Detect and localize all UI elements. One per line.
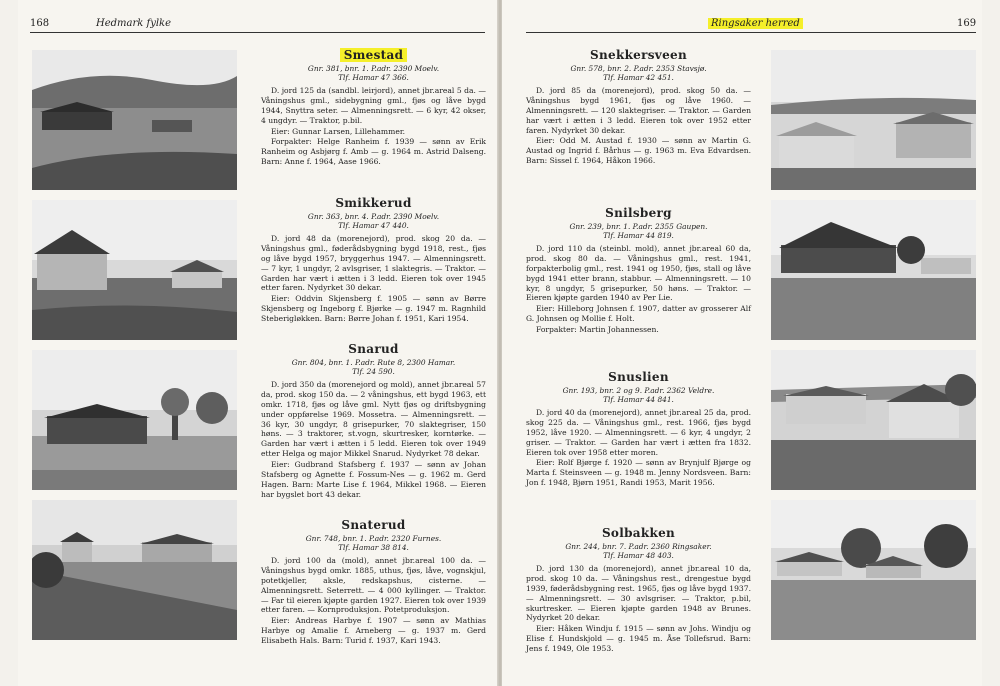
- farm-description: D. jord 40 da (morenejord), annet jbr.areal 25 da, prod. skog 225 da. — Våningshus gml., rest. 1966, fjøs bygd 1952, låve 1920. — Almenningsrett. — 6 kyr, 4 ungdyr, 2 griser. — Traktor. — Garden har vært i ætten fra 1832. Eieren tok over 1958 etter moren.: [526, 408, 751, 457]
- farm-entry: [526, 370, 751, 488]
- farm-owner: Eier: Andreas Harbye f. 1907 — sønn av Mathias Harbye og Amalie f. Arneberg — g. 1937 m. Gerd Elisabeth Hals. Barn: Turid f. 1937, Kari 1943.: [261, 616, 486, 645]
- farm-name: Snuslien: [608, 370, 669, 384]
- farm-tenant: Forpakter: Martin Johannessen.: [536, 324, 659, 334]
- farm-name: Solbakken: [601, 526, 676, 540]
- farm-tenant: Forpakter: Helge Ranheim f. 1939 — sønn av Erik Ranheim og Asbjørg f. Amb — g. 1964 m. Astrid Dalseng. Barn: Anne f. 1964, Aase 1966.: [261, 137, 486, 167]
- farm-entry: [261, 196, 486, 324]
- farm-description: D. jord 130 da (morenejord), annet jbr.areal 10 da, prod. skog 10 da. — Våningshus rest., drengestue bygd 1939, føderådsbygning rest. 1965, fjøs og låve bygd 1937. — Almenningsrett. — 30 avlsgriser. — Traktor, p.bil, skurtresker. — Eieren kjøpte garden 1948 av Brunes. Nydyrket 20 dekar.: [526, 564, 751, 623]
- farm-entry: [261, 48, 486, 167]
- farm-address: Gnr. 239, bnr. 1. P.adr. 2355 Gaupen.: [569, 221, 708, 231]
- farm-description: D. jord 125 da (sandbl. leirjord), annet jbr.areal 5 da. — Våningshus gml., sidebygning gml., fjøs og låve bygd 1944, Snyttra seter. — Almenningsrett. — 6 kyr, 42 okser, 4 ungdyr. — Traktor, p.bil.: [261, 86, 486, 125]
- farm-owner: Eier: Hilleborg Johnsen f. 1907, datter av grosserer Alf G. Johnsen og Mollie f. Holt.: [526, 304, 751, 324]
- farm-phone: Tlf. Hamar 38 814.: [338, 542, 409, 552]
- farm-description: D. jord 48 da (morenejord), prod. skog 20 da. — Våningshus gml., føderådsbygning bygd 1918, rest., fjøs og låve bygd 1957, bryggerhus 1947. — Almenningsrett. — 7 kyr, 1 ungdyr, 2 avlsgriser, 1 slaktegris. — Traktor. — Garden har vært i ætten i 3 ledd. Eieren tok over 1945 etter faren. Nydyrket 30 dekar.: [261, 234, 486, 293]
- header-rule: [526, 32, 976, 33]
- left-running-header: [18, 18, 498, 34]
- farm-photo: [32, 350, 237, 490]
- farm-owner: Eier: Odd M. Austad f. 1930 — sønn av Martin G. Austad og Ingrid f. Bårhus — g. 1963 m. Eva Edvardsen. Barn: Sissel f. 1964, Håkon 1966.: [526, 136, 751, 166]
- farm-photo: [771, 200, 976, 340]
- farm-address: Gnr. 804, bnr. 1. P.adr. Rute 8, 2300 Hamar.: [291, 357, 456, 367]
- farm-description: D. jord 85 da (morenejord), prod. skog 50 da. — Våningshus bygd 1961, fjøs og låve 1960. — Almenningsrett. — 120 slaktegriser. — Traktor. — Garden har vært i ætten i 3 ledd. Eieren tok over 1952 etter faren. Nydyrket 30 dekar.: [526, 86, 751, 135]
- page-number: 169: [957, 18, 977, 29]
- farm-photo: [771, 500, 976, 640]
- farm-phone: Tlf. Hamar 44 819.: [603, 230, 674, 240]
- farm-entry: [526, 206, 751, 335]
- running-title: Ringsaker herred: [708, 18, 803, 29]
- farm-phone: Tlf. Hamar 47 440.: [338, 220, 409, 230]
- farm-address: Gnr. 578, bnr. 2. P.adr. 2353 Stavsjø.: [570, 63, 707, 73]
- farm-entry: [526, 48, 751, 166]
- farm-photo: [32, 200, 237, 340]
- right-page: [502, 0, 982, 686]
- farm-address: Gnr. 244, bnr. 7. P.adr. 2360 Ringsaker.: [565, 541, 712, 551]
- running-title: Hedmark fylke: [96, 18, 172, 29]
- farm-name: Snaterud: [341, 518, 406, 532]
- header-rule: [30, 32, 485, 33]
- farm-owner: Eier: Gudbrand Stafsberg f. 1937 — sønn av Johan Stafsberg og Agnette f. Fossum-Nes — g. 1962 m. Gerd Hagen. Barn: Marte Lise f. 1964, Mikkel 1968. — Eieren har bygslet bort 43 dekar.: [261, 459, 486, 499]
- farm-photo: [32, 50, 237, 190]
- farm-name: Snarud: [348, 342, 399, 356]
- farm-description: D. jord 350 da (morenejord og mold), annet jbr.areal 57 da, prod. skog 150 da. — 2 våningshus, ett bygd 1963, ett omkr. 1718, fjøs og låve gml. Nytt fjøs og driftsbygning under oppførelse 1969. Mossetra. — Almenningsrett. — 36 kyr, 30 ungdyr, 8 grisepurker, 70 slaktegriser, 150 høns. — 3 traktorer, st.vogn, skurtresker, korntørke. — Garden har vært i ætten i 5 ledd. Eieren tok over 1949 etter Helga og major Mikkel Snarud. Nydyrket 78 dekar.: [261, 380, 486, 459]
- farm-description: D. jord 110 da (steinbl. mold), annet jbr.areal 60 da, prod. skog 80 da. — Våningshus gml., rest. 1941, forpakterbolig gml., rest. 1941 og 1950, fjøs, stall og låve bygd 1941 etter brann, stabbur. — Almenningsrett. — 10 kyr, 8 ungdyr, 5 grisepurker, 50 høns. — Traktor. — Eieren kjøpte garden 1940 av Per Lie.: [526, 244, 751, 303]
- farm-phone: Tlf. 24 590.: [352, 366, 395, 376]
- farm-phone: Tlf. Hamar 48 403.: [603, 550, 674, 560]
- farm-address: Gnr. 381, bnr. 1. P.adr. 2390 Moelv.: [307, 63, 440, 73]
- farm-name: Snilsberg: [605, 206, 672, 220]
- farm-description: D. jord 100 da (mold), annet jbr.areal 100 da. — Våningshus bygd omkr. 1885, uthus, fjøs, låve, vognskjul, potetkjeller, aksle, redskapshus, cisterne. — Almenningsrett. Seterrett. — 4 000 kyllinger. — Traktor. — Far til eieren kjøpte garden 1927. Eieren tok over 1939 etter faren. — Kornproduksjon. Potetproduksjon.: [261, 556, 486, 615]
- right-running-header: [502, 18, 982, 34]
- farm-owner: Eier: Gunnar Larsen, Lillehammer.: [271, 126, 406, 136]
- farm-entry: [526, 526, 751, 654]
- farm-entry: [261, 518, 486, 646]
- farm-phone: Tlf. Hamar 42 451.: [603, 72, 674, 82]
- farm-owner: Eier: Håken Windju f. 1915 — sønn av Johs. Windju og Elise f. Hundskjold — g. 1945 m. Åse Tollefsrud. Barn: Jens f. 1949, Ole 1953.: [526, 624, 751, 653]
- farm-owner: Eier: Oddvin Skjensberg f. 1905 — sønn av Børre Skjensberg og Ingeborg f. Bjørke — g. 1947 m. Ragnhild Steberigløkken. Barn: Børre Johan f. 1951, Kari 1954.: [261, 294, 486, 323]
- farm-address: Gnr. 193, bnr. 2 og 9. P.adr. 2362 Veldre.: [562, 385, 715, 395]
- farm-owner: Eier: Rolf Bjørge f. 1920 — sønn av Brynjulf Bjørge og Marta f. Steinsveen — g. 1948 m. Jenny Nordsveen. Barn: Jon f. 1948, Bjørn 1951, Randi 1953, Marit 1956.: [526, 458, 751, 488]
- farm-address: Gnr. 363, bnr. 4. P.adr. 2390 Moelv.: [307, 211, 440, 221]
- farm-phone: Tlf. Hamar 47 366.: [338, 72, 409, 82]
- farm-photo: [771, 350, 976, 490]
- farm-entry: [261, 342, 486, 499]
- farm-photo: [32, 500, 237, 640]
- page-number: 168: [30, 18, 50, 29]
- farm-name: Smestad: [340, 48, 408, 62]
- farm-phone: Tlf. Hamar 44 841.: [603, 394, 674, 404]
- farm-address: Gnr. 748, bnr. 1. P.adr. 2320 Furnes.: [305, 533, 442, 543]
- farm-photo: [771, 50, 976, 190]
- farm-name: Smikkerud: [335, 196, 412, 210]
- left-page: [18, 0, 498, 686]
- farm-name: Snekkersveen: [590, 48, 687, 62]
